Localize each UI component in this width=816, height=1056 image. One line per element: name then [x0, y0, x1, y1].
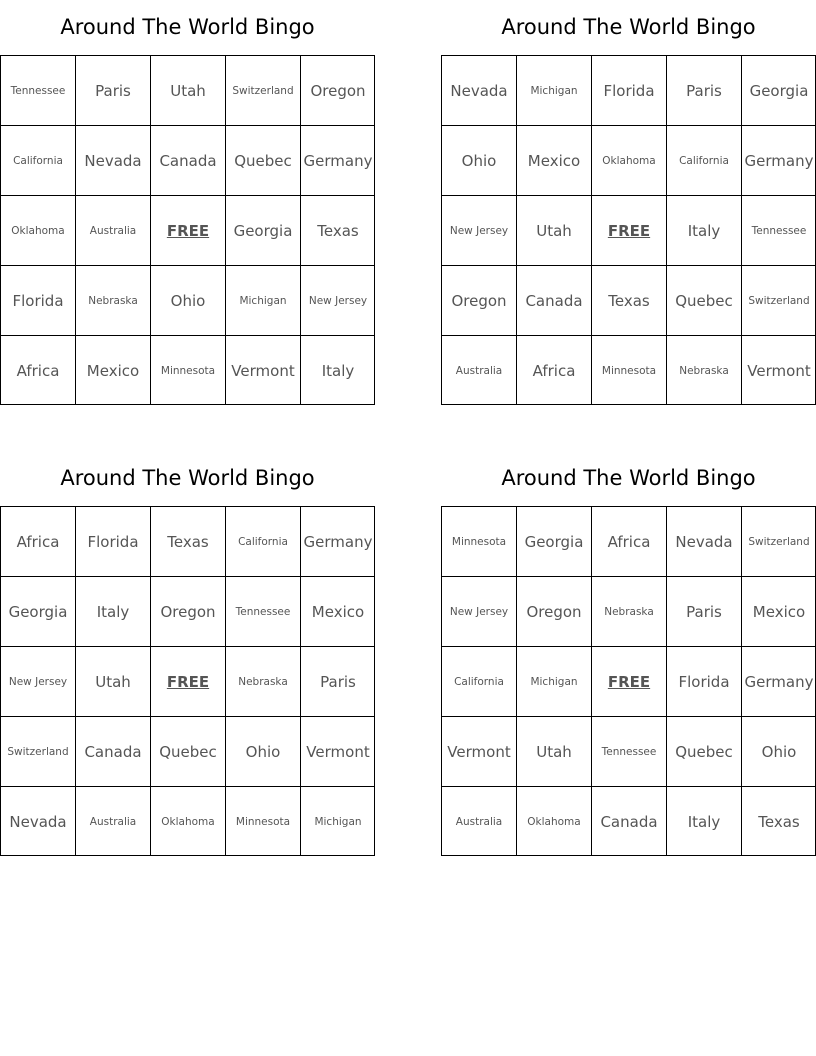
bingo-cell: Tennessee: [225, 576, 300, 646]
bingo-grid: [0, 55, 375, 405]
bingo-cell: Canada: [150, 125, 225, 195]
bingo-cell: Mexico: [75, 335, 150, 405]
bingo-cell: Utah: [516, 716, 591, 786]
free-space-cell: FREE: [591, 646, 666, 716]
bingo-cell: Canada: [591, 786, 666, 856]
bingo-cell: Quebec: [666, 265, 741, 335]
bingo-cell: Michigan: [300, 786, 375, 856]
bingo-cell: Mexico: [516, 125, 591, 195]
bingo-cell: Germany: [741, 125, 816, 195]
bingo-cell: Florida: [75, 506, 150, 576]
bingo-cell: Tennessee: [0, 55, 75, 125]
bingo-cell: Utah: [150, 55, 225, 125]
bingo-cell: Oklahoma: [516, 786, 591, 856]
bingo-cell: Italy: [666, 195, 741, 265]
bingo-cell: Oregon: [150, 576, 225, 646]
bingo-cell: Oklahoma: [150, 786, 225, 856]
bingo-cell: Minnesota: [441, 506, 516, 576]
bingo-cell: Germany: [300, 125, 375, 195]
card-title: Around The World Bingo: [501, 466, 756, 490]
bingo-cell: Michigan: [516, 55, 591, 125]
bingo-cell: Vermont: [225, 335, 300, 405]
bingo-cell: Ohio: [150, 265, 225, 335]
card-title: Around The World Bingo: [501, 15, 756, 39]
bingo-cell: Australia: [441, 786, 516, 856]
free-space-cell: FREE: [150, 646, 225, 716]
bingo-cell: Georgia: [225, 195, 300, 265]
bingo-cell: Australia: [75, 195, 150, 265]
bingo-cell: Georgia: [516, 506, 591, 576]
bingo-card-3: [0, 451, 375, 856]
bingo-cell: Ohio: [741, 716, 816, 786]
bingo-cell: Nebraska: [666, 335, 741, 405]
bingo-cell: Nevada: [441, 55, 516, 125]
bingo-cell: Vermont: [300, 716, 375, 786]
bingo-cell: Canada: [75, 716, 150, 786]
bingo-cell: Switzerland: [741, 506, 816, 576]
bingo-cell: Germany: [300, 506, 375, 576]
bingo-cell: Ohio: [441, 125, 516, 195]
bingo-cell: Texas: [150, 506, 225, 576]
bingo-cell: Australia: [75, 786, 150, 856]
bingo-cell: Vermont: [441, 716, 516, 786]
bingo-cell: New Jersey: [441, 195, 516, 265]
bingo-cell: Mexico: [300, 576, 375, 646]
bingo-cell: New Jersey: [300, 265, 375, 335]
card-title: Around The World Bingo: [60, 466, 315, 490]
bingo-cell: Africa: [516, 335, 591, 405]
free-space-cell: FREE: [591, 195, 666, 265]
bingo-cell: Paris: [666, 576, 741, 646]
bingo-cell: Tennessee: [741, 195, 816, 265]
bingo-cell: Vermont: [741, 335, 816, 405]
bingo-cell: New Jersey: [0, 646, 75, 716]
bingo-cell: Oregon: [516, 576, 591, 646]
bingo-cell: California: [441, 646, 516, 716]
bingo-cell: Italy: [75, 576, 150, 646]
bingo-cell: Quebec: [150, 716, 225, 786]
bingo-cell: Oklahoma: [591, 125, 666, 195]
bingo-cell: Africa: [0, 506, 75, 576]
bingo-cell: Mexico: [741, 576, 816, 646]
bingo-grid: [0, 506, 375, 856]
bingo-cell: Switzerland: [0, 716, 75, 786]
bingo-cell: Australia: [441, 335, 516, 405]
bingo-cell: Italy: [666, 786, 741, 856]
bingo-cell: Switzerland: [741, 265, 816, 335]
bingo-card-4: [441, 451, 816, 856]
bingo-cell: Quebec: [225, 125, 300, 195]
bingo-cell: California: [666, 125, 741, 195]
bingo-cell: Quebec: [666, 716, 741, 786]
bingo-cell: Nebraska: [75, 265, 150, 335]
bingo-cell: Tennessee: [591, 716, 666, 786]
bingo-cell: Florida: [666, 646, 741, 716]
bingo-cell: Georgia: [741, 55, 816, 125]
bingo-cell: Michigan: [225, 265, 300, 335]
bingo-cell: Nebraska: [591, 576, 666, 646]
bingo-cell: Nebraska: [225, 646, 300, 716]
bingo-cell: Texas: [741, 786, 816, 856]
bingo-cell: Italy: [300, 335, 375, 405]
bingo-card-1: [0, 0, 375, 405]
bingo-cell: Florida: [591, 55, 666, 125]
free-space-cell: FREE: [150, 195, 225, 265]
bingo-cell: Texas: [300, 195, 375, 265]
bingo-cell: Nevada: [75, 125, 150, 195]
bingo-cell: Ohio: [225, 716, 300, 786]
bingo-cell: Utah: [75, 646, 150, 716]
bingo-cell: Switzerland: [225, 55, 300, 125]
card-title: Around The World Bingo: [60, 15, 315, 39]
bingo-cell: Utah: [516, 195, 591, 265]
bingo-cell: Minnesota: [225, 786, 300, 856]
bingo-cell: Georgia: [0, 576, 75, 646]
bingo-cell: Canada: [516, 265, 591, 335]
bingo-cell: New Jersey: [441, 576, 516, 646]
bingo-cell: Michigan: [516, 646, 591, 716]
bingo-cell: Africa: [591, 506, 666, 576]
bingo-card-2: [441, 0, 816, 405]
bingo-cell: Oregon: [441, 265, 516, 335]
bingo-cell: California: [0, 125, 75, 195]
bingo-grid: [441, 506, 816, 856]
bingo-cell: Nevada: [0, 786, 75, 856]
bingo-cell: Nevada: [666, 506, 741, 576]
bingo-cell: Paris: [300, 646, 375, 716]
bingo-cell: Oregon: [300, 55, 375, 125]
bingo-cell: Texas: [591, 265, 666, 335]
bingo-cell: Paris: [75, 55, 150, 125]
bingo-cell: Minnesota: [591, 335, 666, 405]
bingo-cell: Africa: [0, 335, 75, 405]
bingo-cell: Minnesota: [150, 335, 225, 405]
bingo-cell: California: [225, 506, 300, 576]
bingo-cell: Germany: [741, 646, 816, 716]
bingo-cell: Florida: [0, 265, 75, 335]
bingo-grid: [441, 55, 816, 405]
bingo-cell: Oklahoma: [0, 195, 75, 265]
bingo-cell: Paris: [666, 55, 741, 125]
